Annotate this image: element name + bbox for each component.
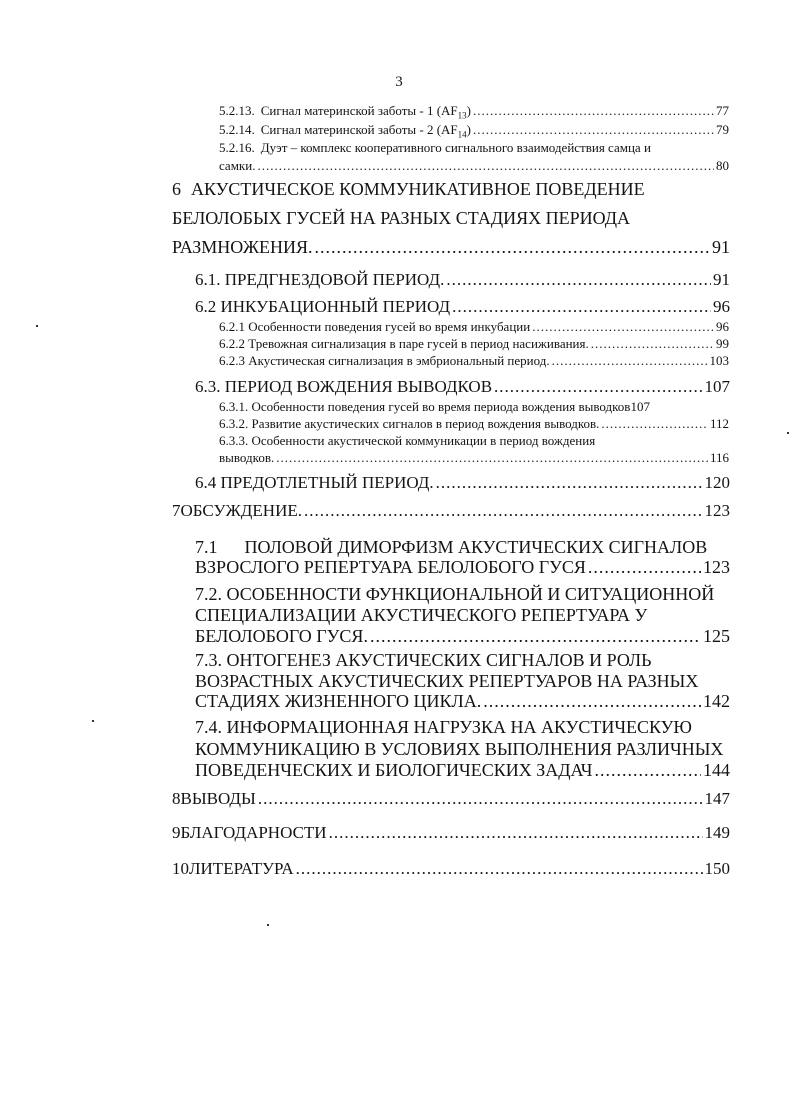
toc-entry-6-2-1: [219, 320, 729, 333]
toc-entry-page: 125: [703, 626, 730, 646]
scan-speck: [36, 325, 38, 327]
toc-entry-number: 8: [172, 789, 181, 808]
toc-entry-page: 91: [712, 237, 730, 257]
toc-entry-title: ЛИТЕРАТУРА: [189, 859, 294, 878]
toc-entry-title: Сигнал материнской заботы - 1 $(AF_{13})$: [260, 103, 471, 121]
scan-speck: [787, 432, 789, 434]
toc-entry-6-4: [195, 474, 730, 491]
toc-entry-page: 112: [709, 416, 729, 431]
toc-entry-title: 6.3. ПЕРИОД ВОЖДЕНИЯ ВЫВОДКОВ: [195, 377, 493, 396]
toc-entry-page: 150: [704, 859, 730, 878]
toc-entry-7-3-line1: [195, 651, 651, 669]
leader-dots: [257, 159, 714, 172]
toc-entry-title: ВЫВОДЫ: [180, 789, 256, 808]
toc-entry-6-3-3-line1: [219, 434, 595, 447]
toc-entry-number: 9: [172, 823, 181, 842]
toc-entry-5-2-13: [219, 104, 729, 121]
toc-entry-title: выводков.: [219, 450, 275, 465]
toc-entry-page: 147: [704, 789, 730, 808]
toc-entry-title: ВОЗРАСТНЫХ АКУСТИЧЕСКИХ РЕПЕРТУАРОВ НА РАЗНЫХ: [195, 671, 699, 691]
toc-entry-7-2-line2: [195, 606, 647, 624]
toc-entry-title: ПОВЕДЕНЧЕСКИХ И БИОЛОГИЧЕСКИХ ЗАДАЧ: [195, 760, 593, 780]
toc-entry-7-3-line2: [195, 672, 698, 690]
toc-entry-title: СТАДИЯХ ЖИЗНЕННОГО ЦИКЛА.: [195, 691, 482, 711]
toc-entry-number: 7: [172, 501, 181, 520]
subscript: 13: [457, 110, 467, 121]
subscript: 14: [457, 129, 467, 140]
toc-entry-title: 6.2.2 Тревожная сигнализация в паре гусей в период насиживания.: [219, 336, 589, 351]
leader-dots: [276, 451, 708, 464]
toc-entry-6-2-3: [219, 354, 729, 367]
toc-entry-7-4-line3: [195, 761, 730, 779]
toc-entry-6-2-2: [219, 337, 729, 350]
toc-entry-6-3-2: [219, 417, 729, 430]
toc-entry-page: 149: [704, 823, 730, 842]
toc-entry-page: 96: [713, 297, 730, 316]
toc-entry-7-4-line1: [195, 718, 692, 736]
leader-dots: [601, 417, 708, 430]
leader-dots: [591, 337, 714, 350]
toc-entry-page: 91: [713, 270, 730, 289]
toc-entry-5-2-14: [219, 123, 729, 140]
toc-entry-7-3-line3: [195, 692, 730, 710]
leader-dots: [552, 354, 708, 367]
leader-dots: [446, 271, 711, 288]
toc-entry-title: 6.3.1. Особенности поведения гусей во время периода вождения выводков: [219, 399, 631, 414]
leader-dots: [483, 692, 701, 710]
toc-entry-6-1: [195, 271, 730, 288]
toc-entry-page: 116: [709, 450, 729, 465]
toc-entry-5-2-16-line2: [219, 159, 729, 172]
toc-entry-6-3: [195, 378, 730, 395]
toc-entry-number: 5.2.14.: [219, 122, 255, 137]
toc-entry-7-1-line2: [195, 558, 730, 576]
toc-entry-7-4-line2: [195, 740, 723, 758]
leader-dots: [595, 761, 702, 779]
toc-entry-6-3-3-line2: [219, 451, 729, 464]
toc-entry-title: 6.1. ПРЕДГНЕЗДОВОЙ ПЕРИОД.: [195, 270, 445, 289]
leader-dots: [304, 502, 703, 519]
toc-entry-page: 103: [709, 353, 729, 368]
toc-entry-6-line3: [172, 238, 730, 256]
toc-entry-title: ВЗРОСЛОГО РЕПЕРТУАРА БЕЛОЛОБОГО ГУСЯ: [195, 557, 586, 577]
toc-entry-5-2-16-line1: [219, 141, 651, 154]
scan-speck: [92, 720, 94, 722]
toc-entry-title: Сигнал материнской заботы - 2 $(AF_{14})$: [260, 122, 471, 140]
toc-entry-title: СПЕЦИАЛИЗАЦИИ АКУСТИЧЕСКОГО РЕПЕРТУАРА У: [195, 605, 648, 625]
toc-entry-page: 123: [703, 557, 730, 577]
leader-dots: [473, 104, 714, 117]
toc-entry-title: самки.: [219, 158, 256, 173]
toc-entry-title: 6.2.1 Особенности поведения гусей во время инкубации: [219, 319, 531, 334]
toc-entry-7-2-line3: [195, 627, 730, 645]
leader-dots: [296, 860, 703, 877]
toc-entry-title: 7.3. ОНТОГЕНЕЗ АКУСТИЧЕСКИХ СИГНАЛОВ И РОЛЬ: [195, 650, 652, 670]
toc-entry-7-1-line1: [195, 538, 707, 556]
toc-entry-page: 79: [716, 122, 729, 137]
leader-dots: [436, 474, 703, 491]
leader-dots: [452, 298, 711, 315]
leader-dots: [258, 790, 703, 807]
toc-entry-title: РАЗМНОЖЕНИЯ.: [172, 237, 313, 257]
leader-dots: [314, 238, 710, 256]
toc-entry-number: 10: [172, 859, 189, 878]
toc-entry-9: [172, 824, 730, 841]
toc-entry-6-2: [195, 298, 730, 315]
toc-entry-6-line1: [172, 180, 645, 198]
toc-entry-title: АКУСТИЧЕСКОЕ КОММУНИКАТИВНОЕ ПОВЕДЕНИЕ: [191, 179, 645, 199]
leader-dots: [532, 320, 714, 333]
toc-entry-6-line2: [172, 209, 630, 227]
toc-entry-page: 107: [704, 377, 730, 396]
toc-entry-number: 5.2.13.: [219, 103, 255, 118]
toc-entry-title: 6.3.2. Развитие акустических сигналов в период вождения выводков.: [219, 416, 600, 431]
toc-entry-page: 107: [630, 399, 650, 414]
leader-dots: [494, 378, 702, 395]
toc-entry-title: 6.3.3. Особенности акустической коммуникации в период вождения: [219, 433, 596, 448]
scan-speck: [267, 924, 269, 926]
toc-entry-page: 99: [716, 336, 729, 351]
leader-dots: [588, 558, 701, 576]
page-number: 3: [395, 74, 403, 90]
toc-entry-title: БЕЛОЛОБЫХ ГУСЕЙ НА РАЗНЫХ СТАДИЯХ ПЕРИОДА: [172, 208, 631, 228]
toc-entry-page: 120: [704, 473, 730, 492]
toc-entry-page: 77: [716, 103, 729, 118]
toc-entry-number: 5.2.16.: [219, 140, 255, 155]
toc-entry-title: 7.2. ОСОБЕННОСТИ ФУНКЦИОНАЛЬНОЙ И СИТУАЦИОННОЙ: [195, 584, 715, 604]
toc-entry-page: 80: [716, 158, 729, 173]
toc-entry-8: [172, 790, 730, 807]
toc-entry-page: 123: [704, 501, 730, 520]
toc-entry-page: 142: [703, 691, 730, 711]
toc-entry-title: ОБСУЖДЕНИЕ.: [180, 501, 302, 520]
toc-entry-page: 144: [703, 760, 730, 780]
leader-dots: [329, 824, 703, 841]
toc-entry-title: 6.2 ИНКУБАЦИОННЫЙ ПЕРИОД: [195, 297, 451, 316]
toc-entry-title: 7.1 ПОЛОВОЙ ДИМОРФИЗМ АКУСТИЧЕСКИХ СИГНАЛОВ: [195, 537, 708, 557]
toc-entry-7: [172, 502, 730, 519]
toc-entry-number: 6: [172, 179, 181, 199]
leader-dots: [370, 627, 701, 645]
toc-entry-title: Дуэт – комплекс кооперативного сигнального взаимодействия самца и: [260, 140, 651, 155]
leader-dots: [473, 123, 714, 136]
toc-entry-title: БЛАГОДАРНОСТИ: [180, 823, 327, 842]
toc-entry-title: БЕЛОЛОБОГО ГУСЯ.: [195, 626, 368, 646]
toc-entry-title: 7.4. ИНФОРМАЦИОННАЯ НАГРУЗКА НА АКУСТИЧЕСКУЮ: [195, 717, 692, 737]
toc-entry-title: 6.4 ПРЕДОТЛЕТНЫЙ ПЕРИОД.: [195, 473, 434, 492]
toc-entry-title: КОММУНИКАЦИЮ В УСЛОВИЯХ ВЫПОЛНЕНИЯ РАЗЛИЧНЫХ: [195, 739, 724, 759]
toc-entry-page: 96: [716, 319, 729, 334]
toc-entry-7-2-line1: [195, 585, 714, 603]
toc-entry-title: 6.2.3 Акустическая сигнализация в эмбриональный период.: [219, 353, 550, 368]
toc-entry-6-3-1: [219, 400, 729, 413]
toc-entry-10: [172, 860, 730, 877]
